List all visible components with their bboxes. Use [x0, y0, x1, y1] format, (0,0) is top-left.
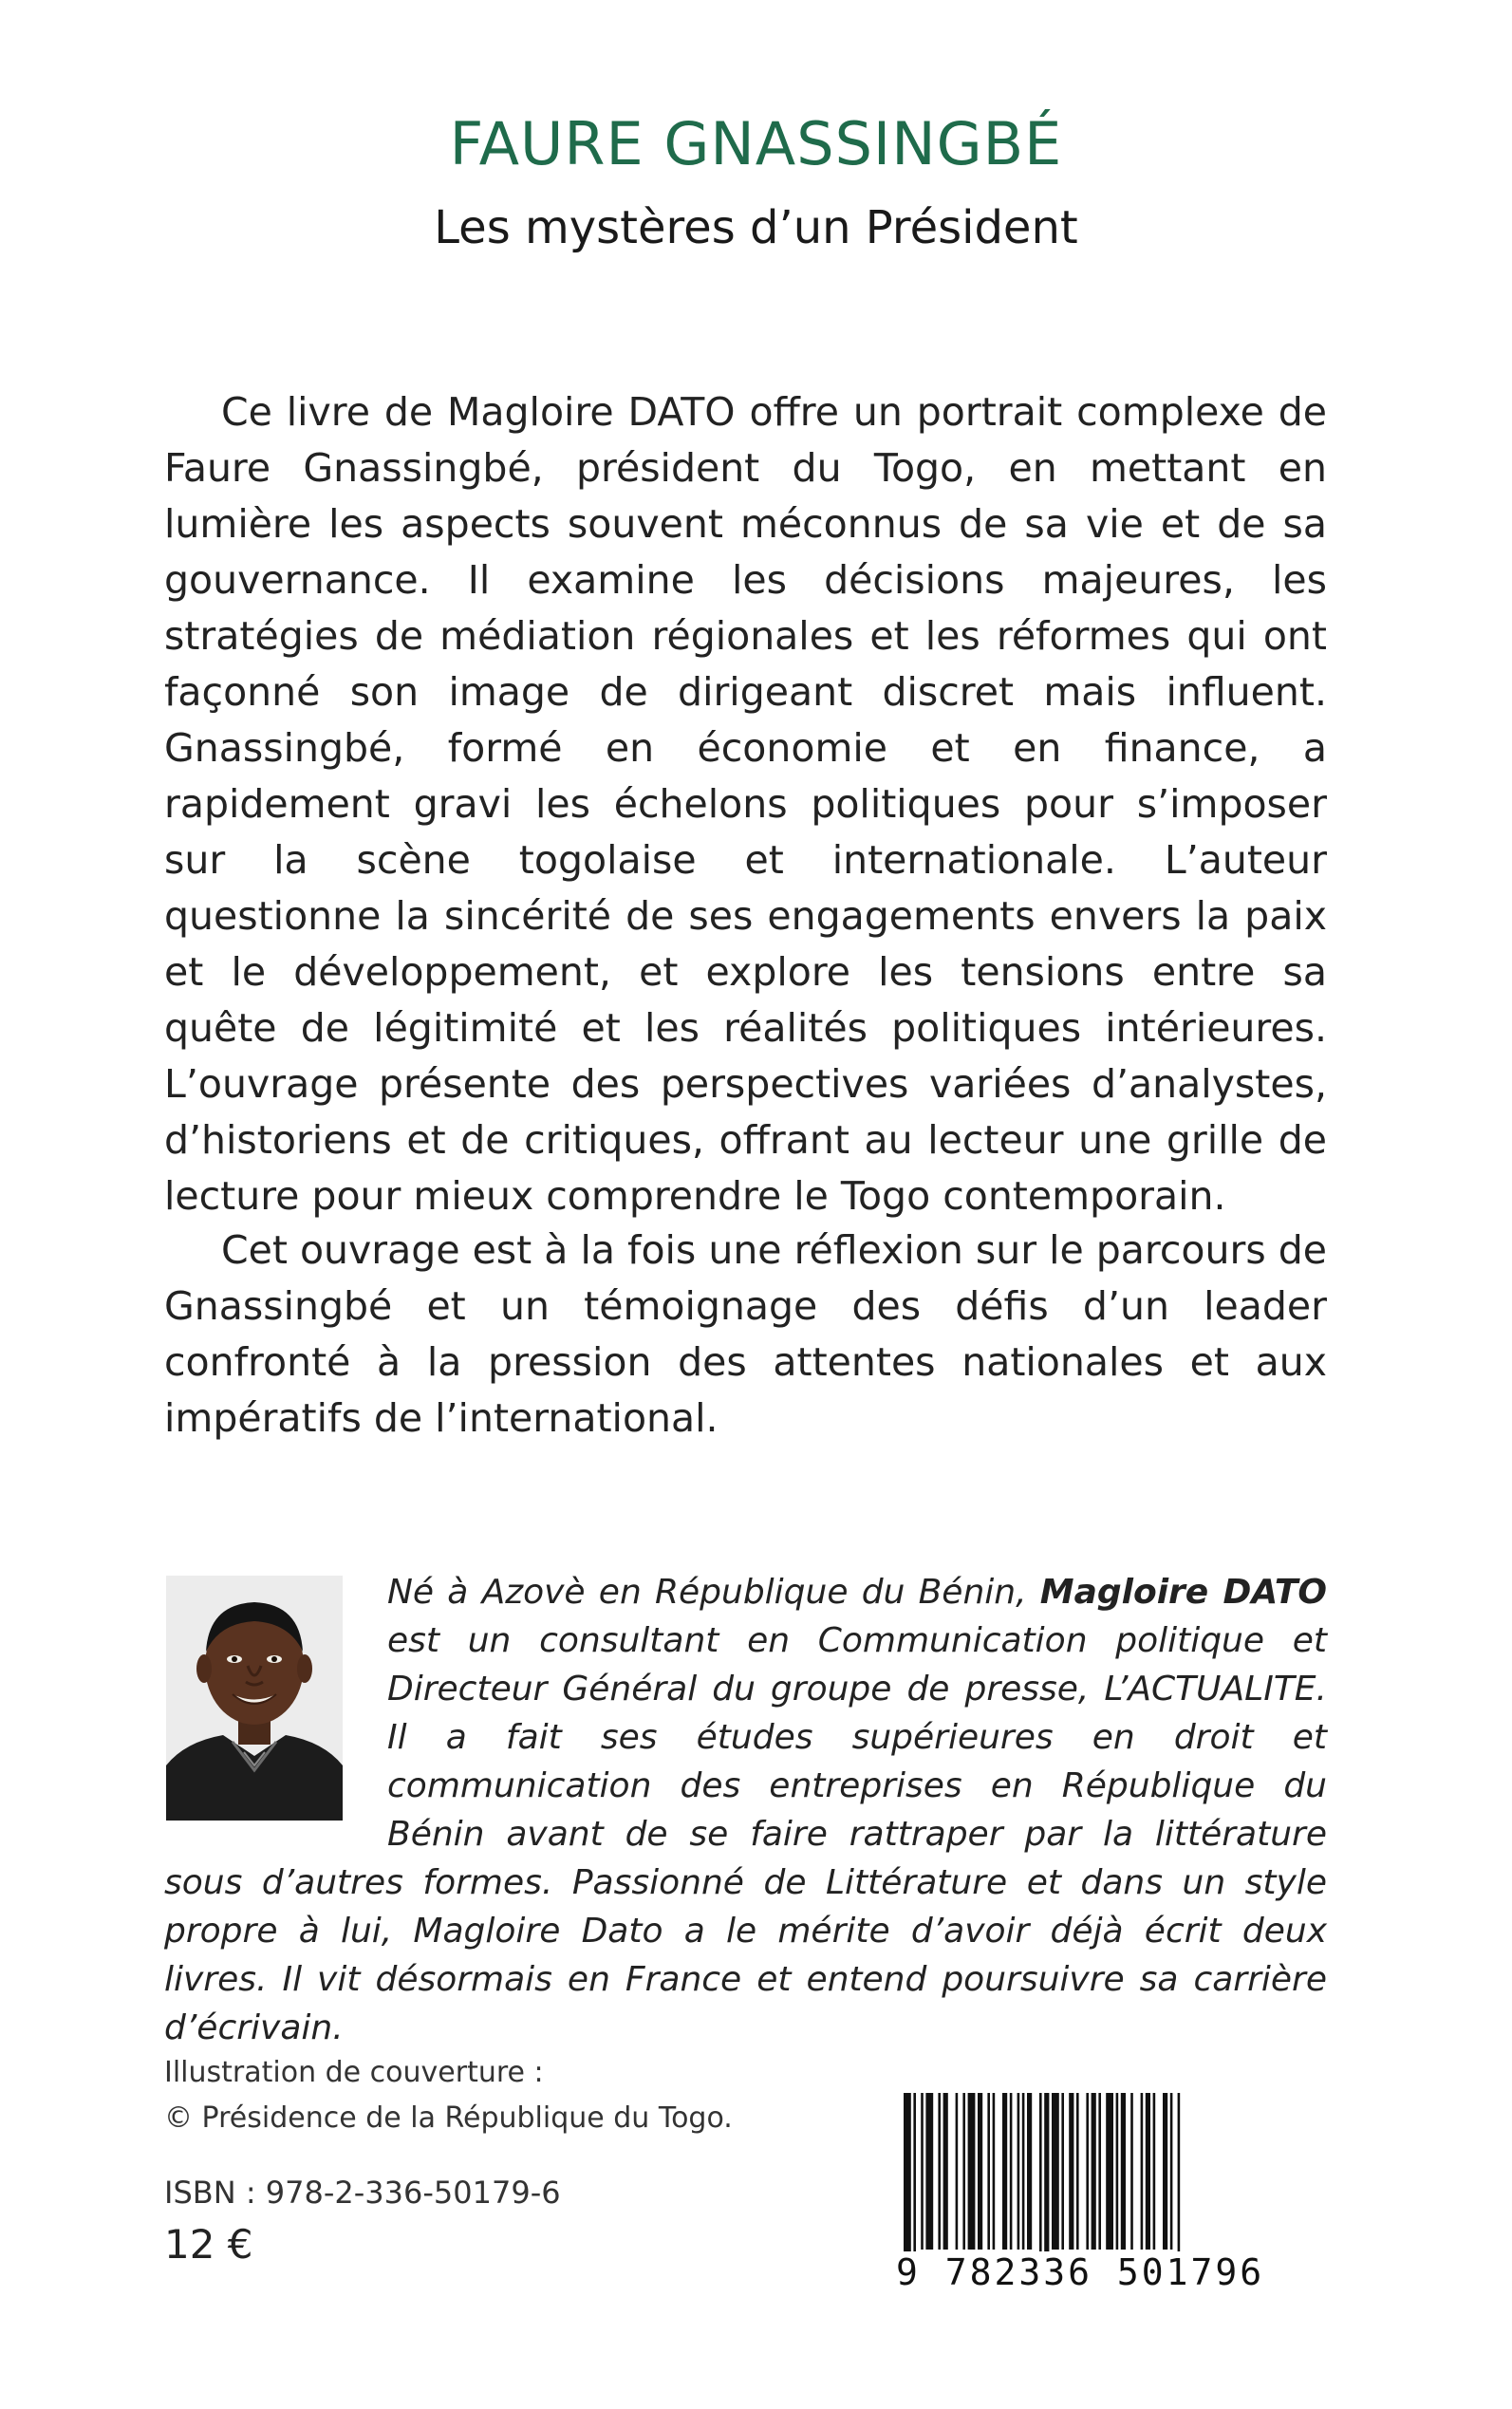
blurb-paragraph-1: [164, 384, 1327, 1224]
barcode-bar: [978, 2093, 982, 2250]
barcode-bar: [1002, 2093, 1007, 2250]
barcode-digits: 9 782336 501796: [892, 2251, 1314, 2293]
barcode-bar: [943, 2093, 948, 2250]
barcode-bar: [921, 2093, 924, 2250]
book-title: FAURE GNASSINGBÉ: [449, 109, 1063, 178]
barcode-bar: [1170, 2093, 1173, 2250]
barcode-bar: [1178, 2093, 1181, 2273]
credits-line-1: Illustration de couverture :: [164, 2056, 544, 2089]
photo-spacer: [164, 1568, 387, 1853]
barcode-bar: [1044, 2093, 1049, 2273]
barcode-bar: [1017, 2093, 1020, 2250]
barcode-bar: [1146, 2093, 1150, 2250]
barcode-bar: [938, 2093, 941, 2250]
barcode-bar: [925, 2093, 933, 2250]
book-subtitle: Les mystères d’un Président: [434, 201, 1078, 254]
price: 12 €: [164, 2221, 253, 2268]
author-bio-intro: Né à Azovè en République du Bénin,: [387, 1573, 1040, 1612]
barcode-bar: [1092, 2093, 1096, 2250]
barcode-bar: [1121, 2093, 1126, 2250]
barcode-bar: [913, 2093, 916, 2273]
barcode-bar: [993, 2093, 996, 2250]
barcode-bar: [1022, 2093, 1025, 2250]
barcode-bar: [1153, 2093, 1156, 2250]
cover-credits: [164, 2050, 733, 2141]
barcode-bar: [956, 2093, 959, 2250]
barcode-bar: [1163, 2093, 1167, 2250]
barcode-bar: [987, 2093, 990, 2250]
author-bio-rest: est un consultant en Communication politique et Directeur Général du groupe de presse, L’ACTUALITE. Il a fait ses études supérieures en droit et communication des entreprises en République du Bénin avant de se faire rattraper par la littérature sous d’autres formes. Passionné de Littérature et dans un style propre à lui, Magloire Dato a le mérite d’avoir déjà écrit deux livres. Il vit désormais en France et entend poursuivre sa carrière d’écrivain.: [164, 1621, 1327, 2047]
barcode-bar: [962, 2093, 965, 2250]
barcode-bar: [1106, 2093, 1113, 2250]
barcode-bar: [1141, 2093, 1144, 2250]
barcode-bar: [1039, 2093, 1042, 2273]
barcode-bar: [1069, 2093, 1073, 2250]
barcode-bar: [1098, 2093, 1101, 2250]
barcode-bar: [904, 2093, 911, 2273]
barcode-bar: [1086, 2093, 1089, 2250]
barcode-bar: [1076, 2093, 1079, 2250]
barcode-bar: [1061, 2093, 1064, 2250]
blurb-paragraph-2: [164, 1223, 1327, 1447]
barcode-bar: [1010, 2093, 1013, 2250]
barcode-bar: [1130, 2093, 1133, 2250]
author-bio: [164, 1568, 1327, 2052]
barcode-bar: [968, 2093, 976, 2250]
barcode-bar: [1116, 2093, 1119, 2250]
barcode-bar: [1052, 2093, 1059, 2250]
blurb-text-2: Cet ouvrage est à la fois une réflexion sur le parcours de Gnassingbé et un témoignage des défis d’un leader confronté à la pression des attentes nationales et aux impératifs de l’international.: [164, 1227, 1327, 1441]
author-name: Magloire DATO: [1039, 1573, 1327, 1612]
isbn-number: ISBN : 978-2-336-50179-6: [164, 2175, 561, 2211]
credits-line-2: © Présidence de la République du Togo.: [164, 2101, 733, 2135]
blurb-text-1: Ce livre de Magloire DATO offre un portrait complexe de Faure Gnassingbé, président du Togo, en mettant en lumière les aspects souvent méconnus de sa vie et de sa gouvernance. Il examine les décisions majeures, les stratégies de médiation régionales et les réformes qui ont façonné son image de dirigeant discret mais influent. Gnassingbé, formé en économie et en finance, a rapidement gravi les échelons politiques pour s’imposer sur la scène togolaise et internationale. L’auteur questionne la sincérité de ses engagements envers la paix et le développement, et explore les tensions entre sa quête de légitimité et les réalités politiques intérieures. L’ouvrage présente des perspectives variées d’analystes, d’historiens et de critiques, offrant au lecteur une grille de lecture pour mieux comprendre le Togo contemporain.: [164, 389, 1327, 1219]
barcode-bar: [1027, 2093, 1032, 2250]
